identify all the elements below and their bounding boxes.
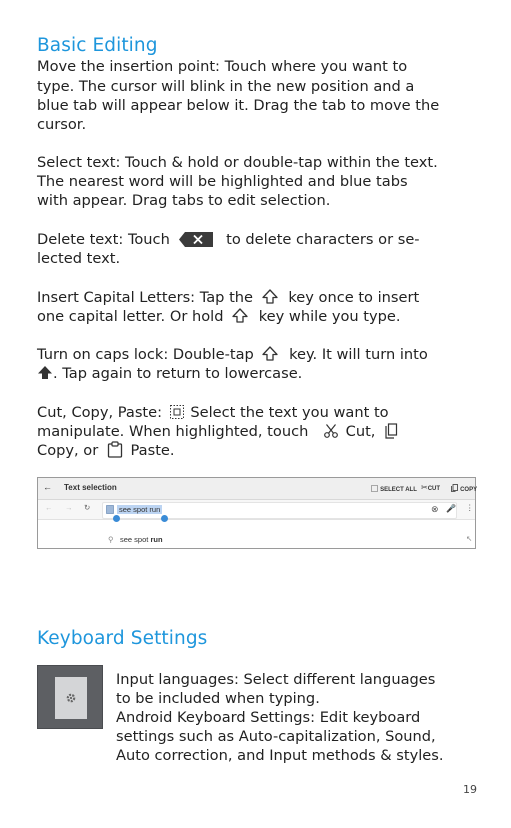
paragraph-line: The nearest word will be highlighted and blue tabs bbox=[37, 173, 408, 190]
contextual-action-bar bbox=[38, 478, 478, 500]
gear-icon bbox=[55, 677, 87, 719]
paragraph-line: type. The cursor will blink in the new position and a bbox=[37, 78, 415, 95]
page-icon bbox=[106, 505, 114, 516]
page-number: 19 bbox=[463, 783, 477, 796]
paste-icon bbox=[107, 441, 123, 463]
cut-copy-paste-line: Cut, Copy, Paste: Select the text you want to bbox=[37, 403, 389, 425]
menu-icon: ⋮ bbox=[466, 503, 474, 512]
caps-lock-line-2: . Tap again to return to lowercase. bbox=[37, 364, 302, 386]
action-bar-title: Text selection bbox=[64, 483, 117, 492]
caps-lock-filled-icon bbox=[37, 365, 53, 386]
clear-icon: ⊗ bbox=[431, 504, 439, 514]
paragraph-line: blue tab will appear below it. Drag the tab to move the bbox=[37, 97, 440, 114]
paragraph-line: Input languages: Select different languages bbox=[116, 671, 436, 688]
copy-action: COPY bbox=[451, 484, 477, 493]
back-arrow-icon: ← bbox=[43, 482, 52, 492]
cut-action: ✂CUT bbox=[421, 483, 441, 492]
scissors-icon bbox=[323, 423, 339, 444]
search-icon: ⚲ bbox=[108, 535, 114, 544]
copy-icon bbox=[384, 423, 398, 444]
select-all-action: SELECT ALL bbox=[371, 484, 417, 493]
paragraph-line: Select text: Touch & hold or double-tap within the text. bbox=[37, 154, 438, 171]
paragraph-line: lected text. bbox=[37, 250, 121, 267]
paragraph-line: Move the insertion point: Touch where you want to bbox=[37, 58, 408, 75]
paragraph-line: Auto correction, and Input methods & styles. bbox=[116, 747, 444, 764]
cut-copy-paste-line-2: manipulate. When highlighted, touch Cut, bbox=[37, 422, 398, 444]
delete-text-line: Delete text: Touch to delete characters or se- bbox=[37, 230, 420, 252]
section-title-keyboard-settings: Keyboard Settings bbox=[37, 628, 208, 649]
select-all-icon bbox=[371, 485, 378, 492]
address-bar bbox=[102, 502, 457, 519]
insert-suggestion-icon: ↖ bbox=[466, 534, 473, 543]
scissors-icon: ✂ bbox=[421, 483, 428, 492]
browser-toolbar bbox=[38, 500, 475, 520]
insert-capital-line-2: one capital letter. Or hold key while you type. bbox=[37, 307, 401, 329]
insert-capital-line: Insert Capital Letters: Tap the key once to insert bbox=[37, 288, 419, 310]
settings-key bbox=[55, 677, 87, 719]
text-selection-screenshot bbox=[37, 477, 476, 549]
caps-lock-line: Turn on caps lock: Double-tap key. It will turn into bbox=[37, 345, 428, 367]
shift-key-icon bbox=[232, 308, 248, 329]
reload-icon: ↻ bbox=[84, 503, 91, 512]
keyboard-settings-image bbox=[37, 665, 103, 729]
paragraph-line: settings such as Auto-capitalization, Sound, bbox=[116, 728, 436, 745]
back-icon: ← bbox=[45, 503, 53, 512]
section-title-basic-editing: Basic Editing bbox=[37, 35, 158, 56]
paragraph-line: Android Keyboard Settings: Edit keyboard bbox=[116, 709, 421, 726]
forward-icon: → bbox=[65, 503, 73, 512]
paragraph-line: cursor. bbox=[37, 116, 87, 133]
copy-icon bbox=[451, 484, 458, 492]
cut-copy-paste-line-3: Copy, or Paste. bbox=[37, 441, 175, 463]
selection-handle-right bbox=[161, 515, 168, 522]
backspace-key-icon bbox=[179, 232, 213, 252]
paragraph-line: to be included when typing. bbox=[116, 690, 320, 707]
selection-handle-left bbox=[113, 515, 120, 522]
paragraph-line: with appear. Drag tabs to edit selection. bbox=[37, 192, 331, 209]
suggestion-item: see spot run bbox=[120, 535, 163, 544]
microphone-icon: 🎤 bbox=[446, 504, 456, 513]
selected-query: see spot run bbox=[119, 505, 161, 514]
